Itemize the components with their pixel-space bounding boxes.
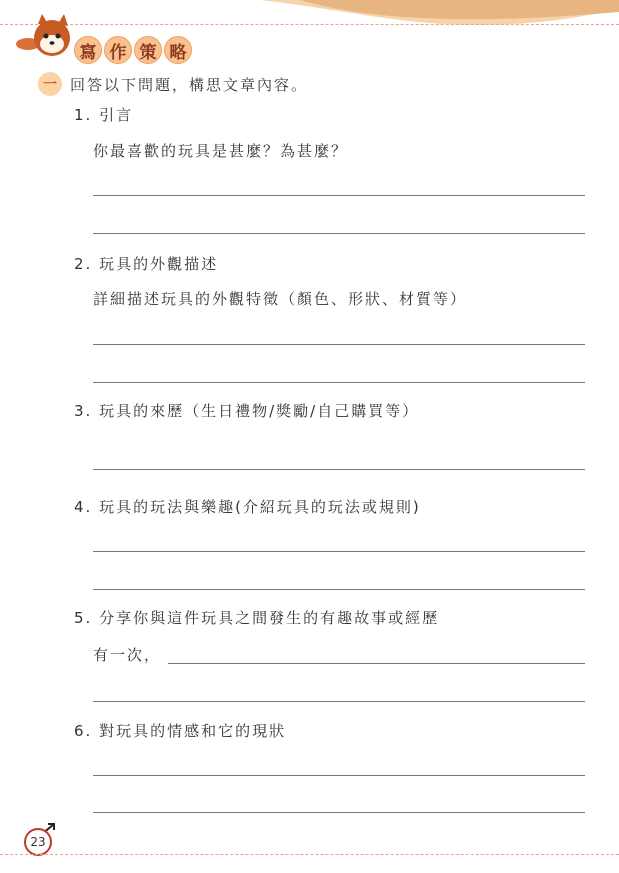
answer-line[interactable] xyxy=(93,589,585,590)
answer-line[interactable] xyxy=(93,344,585,345)
answer-line[interactable] xyxy=(93,469,585,470)
title-char: 寫 xyxy=(74,36,102,64)
title-char: 略 xyxy=(164,36,192,64)
answer-line[interactable] xyxy=(93,195,585,196)
title-char: 策 xyxy=(134,36,162,64)
answer-line[interactable] xyxy=(93,382,585,383)
answer-line[interactable] xyxy=(93,701,585,702)
answer-line[interactable] xyxy=(93,233,585,234)
question-5-label: 5. 分享你與這件玩具之間發生的有趣故事或經歷 xyxy=(74,609,440,627)
question-6-label: 6. 對玩具的情感和它的現狀 xyxy=(74,722,287,740)
question-1-prompt: 你最喜歡的玩具是甚麼？為甚麼？ xyxy=(93,142,349,160)
bottom-dashed-rule xyxy=(0,854,619,855)
title-characters xyxy=(74,36,192,64)
title-char: 作 xyxy=(104,36,132,64)
question-4-label: 4. 玩具的玩法與樂趣(介紹玩具的玩法或規則) xyxy=(74,498,421,516)
instruction xyxy=(38,72,308,96)
instruction-text: 回答以下問題，構思文章內容。 xyxy=(70,75,309,94)
question-5-prompt: 有一次， xyxy=(93,646,162,664)
answer-line[interactable] xyxy=(168,663,585,664)
question-1-label: 1. 引言 xyxy=(74,106,134,124)
question-2-prompt: 詳細描述玩具的外觀特徵（顏色、形狀、材質等） xyxy=(93,290,468,308)
answer-line[interactable] xyxy=(93,812,585,813)
page-number: 23 xyxy=(24,828,52,856)
answer-line[interactable] xyxy=(93,775,585,776)
question-3-label: 3. 玩具的來歷（生日禮物/獎勵/自己購買等） xyxy=(74,402,420,420)
question-2-label: 2. 玩具的外觀描述 xyxy=(74,255,219,273)
section-title xyxy=(14,12,194,62)
section-number-badge: 一 xyxy=(38,72,62,96)
answer-line[interactable] xyxy=(93,551,585,552)
